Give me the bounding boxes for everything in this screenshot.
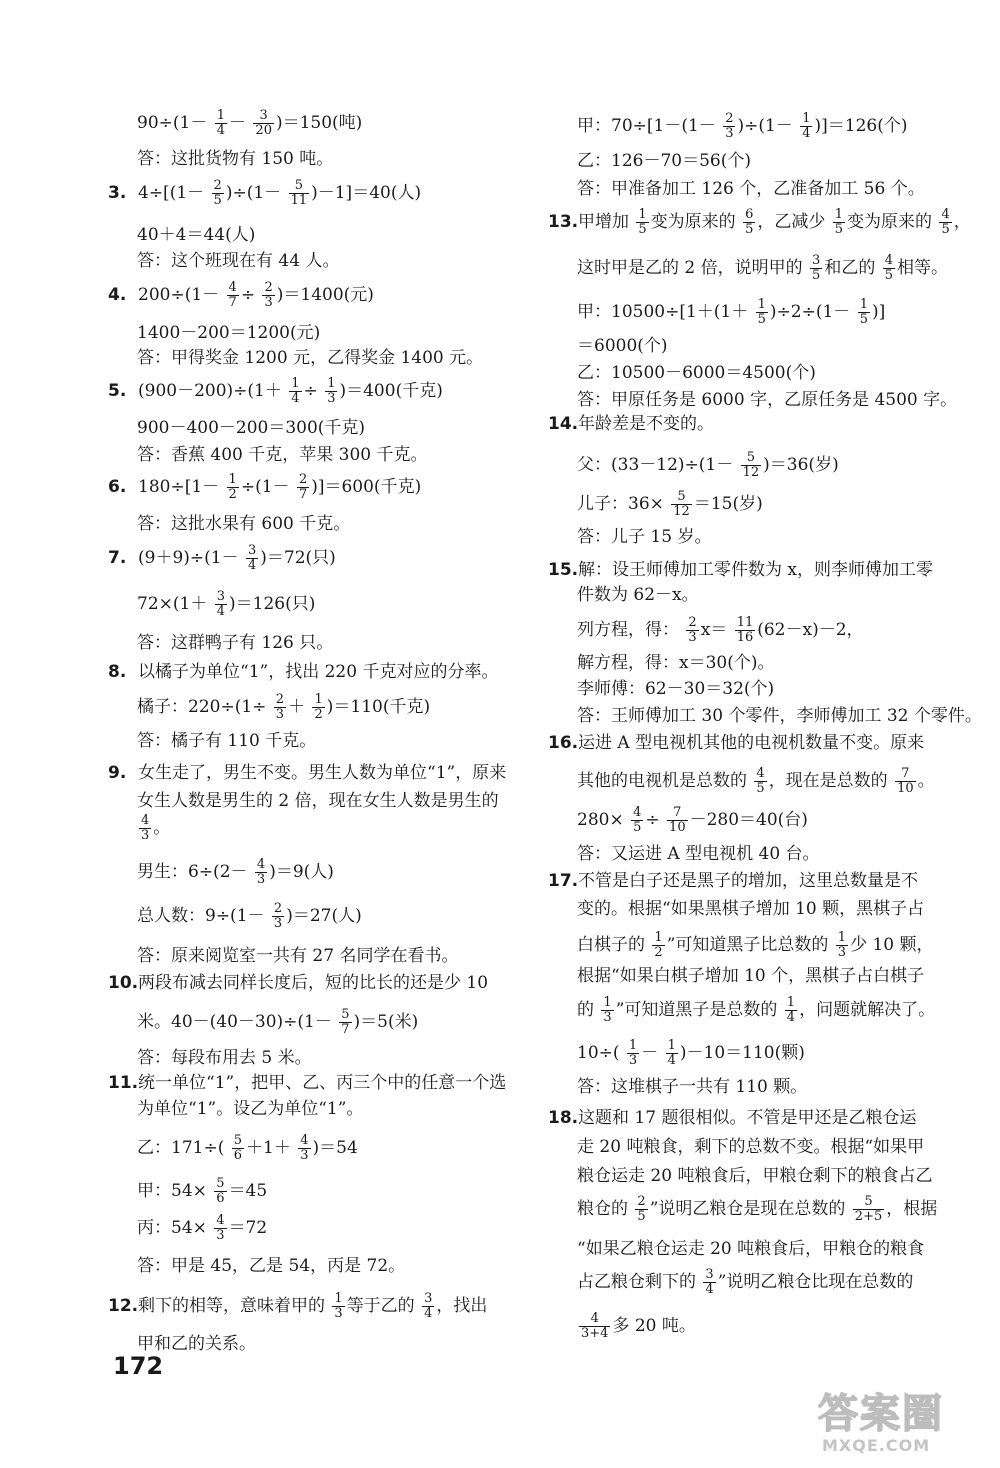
solution-line: 父：(33－12)÷(1－ $\frac{5}{12}$ )＝36(岁) <box>577 450 839 480</box>
fraction: $\frac{2}{3}$ <box>275 692 285 722</box>
fraction: $\frac{2}{3}$ <box>273 901 283 931</box>
solution-line: 的 $\frac{1}{3}$ ”可知道黑子是总数的 $\frac{1}{4}$ ，问题就解决了。 <box>577 995 936 1025</box>
solution-line: 甲：70÷[1－(1－ $\frac{2}{3}$ )÷(1－ $\frac{1}{4}$ )]＝126(个) <box>577 111 908 141</box>
fraction: $\frac{4}{3+4}$ <box>581 1311 609 1341</box>
solution-line: 其他的电视机是总数的 $\frac{4}{5}$ ，现在是总数的 $\frac{7}{10}$ 。 <box>577 766 935 796</box>
fraction: $\frac{6}{5}$ <box>745 207 754 237</box>
solution-line: 根据“如果白棋子增加 10 个，黑棋子占白棋子 <box>577 966 925 986</box>
fraction: $\frac{1}{3}$ <box>334 1291 343 1321</box>
fraction: $\frac{4}{5}$ <box>633 805 642 835</box>
solution-line: 答：儿子 15 岁。 <box>577 527 712 547</box>
solution-line: 90÷(1－ $\frac{1}{4}$ － $\frac{3}{20}$ )＝150(吨) <box>137 108 363 138</box>
solution-line: 列方程，得： $\frac{2}{3}$ x＝ $\frac{11}{16}$ (62－x)－2， <box>577 615 864 645</box>
problem-line: 13.甲增加 $\frac{1}{5}$ 变为原来的 $\frac{6}{5}$ ，乙减少 $\frac{1}{5}$ 变为原来的 $\frac{4}{5}$ ， <box>548 207 971 237</box>
fraction: $\frac{1}{5}$ <box>834 207 844 237</box>
problem-number: 10. <box>108 973 139 993</box>
fraction: $\frac{1}{3}$ <box>327 376 336 406</box>
solution-line: 答：这堆棋子一共有 110 颗。 <box>577 1077 808 1097</box>
solution-line: ＝6000(个) <box>577 336 668 356</box>
problem-number: 8. <box>108 662 127 682</box>
solution-line: 米。40－(40－30)÷(1－ $\frac{5}{7}$ )＝5(米) <box>137 1007 419 1037</box>
solution-line: 粮仓运走 20 吨粮食后，甲粮仓剩下的粮食占乙 <box>577 1166 933 1186</box>
solution-line: 答：王师傅加工 30 个零件，李师傅加工 32 个零件。 <box>577 706 982 726</box>
solution-line: 乙：126－70＝56(个) <box>577 151 751 171</box>
problem-line: 12.剩下的相等，意味着甲的 $\frac{1}{3}$ 等于乙的 $\frac{3}{4}$ ，找出 <box>108 1291 488 1321</box>
fraction: $\frac{2}{5}$ <box>213 178 222 208</box>
problem-line: 14.年龄差是不变的。 <box>548 414 714 434</box>
solution-line: 变的。根据“如果黑棋子增加 10 颗，黑棋子占 <box>577 899 925 919</box>
solution-line: 甲：10500÷[1＋(1＋ $\frac{1}{5}$ )÷2÷(1－ $\frac{1}{5}$ )] <box>577 297 886 327</box>
problem-number: 16. <box>548 733 579 753</box>
fraction: $\frac{1}{2}$ <box>654 930 663 960</box>
solution-line: 儿子：36× $\frac{5}{12}$ ＝15(岁) <box>577 489 763 519</box>
solution-line: 答：甲准备加工 126 个，乙准备加工 56 个。 <box>577 179 925 199</box>
problem-number: 14. <box>548 414 579 434</box>
fraction: $\frac{7}{10}$ <box>669 805 686 835</box>
problem-line: 10.两段布减去同样长度后，短的比长的还是少 10 <box>108 973 489 993</box>
watermark-url: MXQE.COM <box>822 1436 931 1455</box>
solution-line: 答：这批货物有 150 吨。 <box>137 149 334 169</box>
problem-number: 5. <box>108 381 127 401</box>
fraction: $\frac{1}{2}$ <box>314 692 323 722</box>
solution-line: 答：甲是 45，乙是 54，丙是 72。 <box>137 1256 406 1276</box>
solution-line: 男生：6÷(2－ $\frac{4}{3}$ )＝9(人) <box>137 857 334 887</box>
fraction: $\frac{5}{11}$ <box>290 178 308 208</box>
solution-line: 答：这批水果有 600 千克。 <box>137 514 351 534</box>
solution-line: 10÷( $\frac{1}{3}$ － $\frac{1}{4}$ )－10＝110(颗) <box>577 1038 805 1068</box>
fraction: $\frac{1}{5}$ <box>859 297 868 327</box>
problem-number: 11. <box>108 1073 139 1093</box>
fraction: $\frac{4}{3}$ <box>141 813 150 843</box>
problem-line: 5. (900－200)÷(1＋ $\frac{1}{4}$ ÷ $\frac{1}{3}$ )＝400(千克) <box>108 376 443 406</box>
problem-number: 12. <box>108 1296 139 1316</box>
fraction: $\frac{2}{7}$ <box>298 472 308 502</box>
problem-line: 18.这题和 17 题很相似。不管是甲还是乙粮仓运 <box>548 1108 917 1128</box>
problem-number: 3. <box>108 183 127 203</box>
solution-line: 解方程，得：x＝30(个)。 <box>577 653 775 673</box>
solution-line: 答：原来阅览室一共有 27 名同学在看书。 <box>137 946 459 966</box>
solution-line: “如果乙粮仓运走 20 吨粮食后，甲粮仓的粮食 <box>577 1239 925 1259</box>
watermark-logo <box>818 1392 990 1460</box>
fraction: $\frac{1}{2}$ <box>228 472 237 502</box>
problem-number: 7. <box>108 548 127 568</box>
page-number: 172 <box>113 1352 164 1380</box>
fraction: $\frac{4}{5}$ <box>756 766 765 796</box>
solution-line: 为单位“1”。设乙为单位“1”。 <box>137 1099 364 1119</box>
fraction: $\frac{4}{3}$ <box>256 857 266 887</box>
problem-line: 17.不管是白子还是黑子的增加，这里总数量是不 <box>548 871 918 891</box>
fraction: $\frac{1}{4}$ <box>667 1038 676 1068</box>
problem-line: 16.运进 A 型电视机其他的电视机数量不变。原来 <box>548 733 925 753</box>
fraction: $\frac{2}{3}$ <box>725 111 734 141</box>
fraction: $\frac{1}{4}$ <box>291 376 300 406</box>
fraction: $\frac{3}{5}$ <box>812 253 821 283</box>
solution-line: 答：又运进 A 型电视机 40 台。 <box>577 844 820 864</box>
solution-line: 答：香蕉 400 千克，苹果 300 千克。 <box>137 445 428 465</box>
fraction: $\frac{11}{16}$ <box>736 615 754 645</box>
solution-line: 女生人数是男生的 2 倍，现在女生人数是男生的 <box>137 791 499 811</box>
solution-line: 乙：171÷( $\frac{5}{6}$ ＋1＋ $\frac{4}{3}$ )＝54 <box>137 1133 358 1163</box>
solution-line: 40＋4＝44(人) <box>137 225 256 245</box>
fraction: $\frac{5}{12}$ <box>673 489 690 519</box>
fraction: $\frac{1}{3}$ <box>628 1038 638 1068</box>
problem-line: 6. 180÷[1－ $\frac{1}{2}$ ÷(1－ $\frac{2}{7}$ )]＝600(千克) <box>108 472 422 502</box>
solution-line: 答：这群鸭子有 126 只。 <box>137 633 334 653</box>
solution-line: 粮仓的 $\frac{2}{5}$ ”说明乙粮仓是现在总数的 $\frac{5}{2+5}$ ，根据 <box>577 1194 938 1224</box>
problem-number: 18. <box>548 1108 579 1128</box>
fraction: $\frac{3}{4}$ <box>216 589 226 619</box>
fraction: $\frac{5}{7}$ <box>341 1007 350 1037</box>
fraction: $\frac{4}{3}$ <box>216 1213 225 1243</box>
solution-line: 72×(1＋ $\frac{3}{4}$ )＝126(只) <box>137 589 316 619</box>
problem-line: 7. (9＋9)÷(1－ $\frac{3}{4}$ )＝72(只) <box>108 543 336 573</box>
solution-line: 走 20 吨粮食，剩下的总数不变。根据“如果甲 <box>577 1137 925 1157</box>
fraction: $\frac{4}{5}$ <box>884 253 894 283</box>
fraction: $\frac{2}{5}$ <box>637 1194 646 1224</box>
solution-line: 280× $\frac{4}{5}$ ÷ $\frac{7}{10}$ －280＝40(台) <box>577 805 808 835</box>
fraction: $\frac{3}{4}$ <box>705 1267 714 1297</box>
solution-line: 900－400－200＝300(千克) <box>137 418 366 438</box>
problem-number: 17. <box>548 871 579 891</box>
fraction: $\frac{1}{4}$ <box>216 108 226 138</box>
fraction: $\frac{5}{6}$ <box>216 1176 225 1206</box>
problem-line: 11.统一单位“1”，把甲、乙、丙三个中的任意一个选 <box>108 1073 507 1093</box>
solution-line: 这时甲是乙的 2 倍，说明甲的 $\frac{3}{5}$ 和乙的 $\frac{4}{5}$ 相等。 <box>577 253 949 283</box>
solution-line: 丙：54× $\frac{4}{3}$ ＝72 <box>137 1213 268 1243</box>
fraction: $\frac{2}{3}$ <box>688 615 697 645</box>
solution-line: 答：橘子有 110 千克。 <box>137 731 317 751</box>
fraction: $\frac{4}{7}$ <box>228 280 237 310</box>
solution-line: 白棋子的 $\frac{1}{2}$ ”可知道黑子比总数的 $\frac{1}{3}$ 少 10 颗， <box>577 930 934 960</box>
solution-line: 答：甲得奖金 1200 元，乙得奖金 1400 元。 <box>137 348 484 368</box>
fraction: $\frac{7}{10}$ <box>897 766 914 796</box>
fraction: $\frac{1}{5}$ <box>757 297 766 327</box>
fraction: $\frac{1}{3}$ <box>837 930 847 960</box>
solution-line: 甲：54× $\frac{5}{6}$ ＝45 <box>137 1176 268 1206</box>
fraction: $\frac{5}{12}$ <box>742 450 760 480</box>
solution-line: $\frac{4}{3+4}$ 多 20 吨。 <box>581 1311 696 1341</box>
fraction: $\frac{1}{3}$ <box>603 995 612 1025</box>
solution-line: 乙：10500－6000＝4500(个) <box>577 363 816 383</box>
problem-number: 15. <box>548 560 579 580</box>
fraction: $\frac{1}{4}$ <box>802 111 811 141</box>
solution-line: 总人数：9÷(1－ $\frac{2}{3}$ )＝27(人) <box>137 901 362 931</box>
fraction: $\frac{2}{3}$ <box>264 280 273 310</box>
problem-line: 8. 以橘子为单位“1”，找出 220 千克对应的分率。 <box>108 662 499 682</box>
fraction: $\frac{5}{6}$ <box>233 1133 243 1163</box>
problem-number: 6. <box>108 477 127 497</box>
problem-number: 13. <box>548 212 579 232</box>
problem-line: 15.解：设王师傅加工零件数为 x，则李师傅加工零 <box>548 560 933 580</box>
solution-line: 1400－200＝1200(元) <box>137 323 321 343</box>
solution-line: 占乙粮仓剩下的 $\frac{3}{4}$ ”说明乙粮仓比现在总数的 <box>577 1267 914 1297</box>
problem-line: 4. 200÷(1－ $\frac{4}{7}$ ÷ $\frac{2}{3}$ )＝1400(元) <box>108 280 374 310</box>
solution-line: 橘子：220÷(1÷ $\frac{2}{3}$ ＋ $\frac{1}{2}$ )＝110(千克) <box>137 692 431 722</box>
solution-line: $\frac{4}{3}$ 。 <box>141 813 171 843</box>
fraction: $\frac{1}{5}$ <box>638 207 647 237</box>
fraction: $\frac{5}{2+5}$ <box>854 1194 883 1224</box>
fraction: $\frac{1}{4}$ <box>786 995 796 1025</box>
problem-number: 4. <box>108 285 127 305</box>
solution-line: 答：甲原任务是 6000 字，乙原任务是 4500 字。 <box>577 390 958 410</box>
watermark-text: 答案圈 <box>818 1391 944 1437</box>
problem-number: 9. <box>108 763 127 783</box>
fraction: $\frac{3}{4}$ <box>248 543 257 573</box>
fraction: $\frac{4}{3}$ <box>300 1133 309 1163</box>
solution-line: 李师傅：62－30＝32(个) <box>577 679 775 699</box>
solution-line: 答：每段布用去 5 米。 <box>137 1048 312 1068</box>
problem-line: 3. 4÷[(1－ $\frac{2}{5}$ )÷(1－ $\frac{5}{11}$ )－1]＝40(人) <box>108 178 422 208</box>
solution-line: 件数为 62－x。 <box>577 585 699 605</box>
problem-line: 9. 女生走了，男生不变。男生人数为单位“1”，原来 <box>108 763 507 783</box>
fraction: $\frac{4}{5}$ <box>941 207 950 237</box>
fraction: $\frac{3}{20}$ <box>255 108 272 138</box>
solution-line: 甲和乙的关系。 <box>137 1334 256 1354</box>
solution-line: 答：这个班现在有 44 人。 <box>137 251 340 271</box>
fraction: $\frac{3}{4}$ <box>424 1291 433 1321</box>
